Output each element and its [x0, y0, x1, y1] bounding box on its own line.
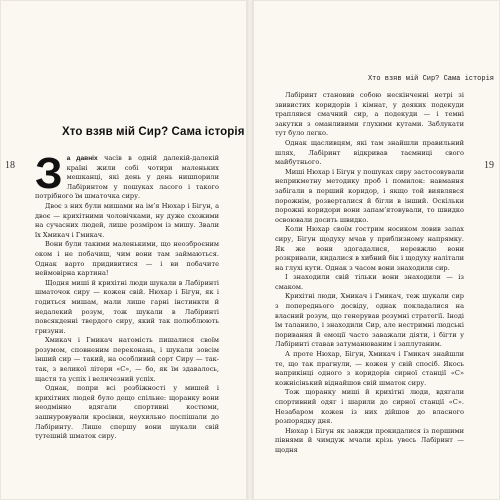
paragraph: Двоє з них були мишами на ім’я Нюхар і Бігун, а двоє — крихітними чоловічками, ну дуже схожими на сучасних людей, лише розміром із мишу. Звали їх Хмикач і Гмикач.	[35, 201, 219, 239]
chapter-title: Хто взяв мій Сир? Сама історія	[62, 125, 245, 138]
paragraph: А проте Нюхар, Бігун, Хмикач і Гмикач знайшли те, що так прагнули, — кожен у свій спосіб. Якось наприкінці одного з коридорів сирної станції «С» кожнісінький віднайшов свій шматок сиру.	[275, 350, 464, 387]
paragraph: Хмикач і Гмикач натомість пишалися своїм розумом, сповненим переконань, і шукали зовсім інший сир — такий, на особливий сорт Сиру — так-так, з великої літери «С», — бо, як їм здавалось, щастя та успіх і величезний успіх.	[35, 336, 219, 383]
paragraph: Однак, попри всі розбіжності у мишей і крихітних людей було дещо спільне: щоранку вони неодмінно вдягали спортивні костюми, зашнуровували кросівки, неухильно поспішали до Лабіринту. Лише спершу вони шукали свій тутешній шматок сиру.	[35, 384, 219, 441]
paragraph: Тож щоранку миші й крихітні люди, вдягали спортивний одяг і шарили до сирної станції «С». Незабаром кожен із них дійшов до власного розпорядку дня.	[275, 388, 464, 426]
page-number-right: 19	[484, 160, 494, 171]
paragraph: Коли Нюхар своїм гострим носиком ловив запах сиру, Бігун щодуху мчав у приблизному напрямку. Як же вони здогадалися, неревжлю вони розкривали, кидалися в хибний бік і щодуху налітали на глухі кути. Однак з часом вони знаходили сир.	[275, 225, 464, 272]
paragraph: Нюхар і Бігун як завжди прокидалися із першими півнями й чимдуж мчали крізь увесь Лабіринт — щодня	[275, 426, 464, 454]
page-number-left: 18	[5, 160, 15, 171]
running-head: Хто взяв мій Сир? Сама історія	[367, 75, 494, 83]
paragraph-opening	[35, 149, 219, 202]
paragraph-text: часів в одній далекій-далекій країні жили собі чотири маленьких мешканці, які день у день нишпорили Лабіринтом у пошуках ласого і такого потрібного їм шматочка сиру.	[35, 154, 219, 201]
paragraph: І знаходили свій тільки вони знаходили — із смаком.	[275, 273, 464, 291]
right-body-text	[275, 91, 464, 456]
left-body-text	[35, 149, 219, 442]
drop-cap: З	[35, 149, 63, 198]
paragraph: Лабіринт становив собою нескінченні нетрі зі звивистих коридорів і кімнат, у деяких подекуди траплявся смачний сир, а подекуди — і темні закутки з оманливими глухими кутами. Заблукати тут було легко.	[275, 91, 464, 138]
paragraph: Щодня миші й крихітні люди шукали в Лабіринті шматочок сиру — кожен свій. Нюхар і Бігун, як і годиться мишам, мали лише гарні інстинкти й недалекий розум, тож шукали в Лабіринті повсякденні твердого сиру, який так полюблюють гризуни.	[35, 278, 219, 335]
paragraph: Вони були такими маленькими, що неозброєним оком і не побачиш, чим вони там займаються. Однак варто придивитися — і ви побачите неймовірна картина!	[35, 240, 219, 278]
paragraph: Крихітні люди, Хмикач і Гмикач, теж шукали сир з попереднього досвіду, однак покладалися на власний розум, що генерував розумні стратегії. Іноді їм таланило, і знаходили Сир, але нестримні людські поривання й емоції часто заважали діяти, і бігти у Лабіринті ставав затуманюваним і заплутаним.	[275, 292, 464, 349]
left-page	[0, 0, 247, 500]
lead-words: а давніх	[66, 155, 98, 162]
paragraph: Миші Нюхар і Бігун у пошуках сиру застосовували неприкметну методику проб і помилок: навмання забігали в перший коридор, і якщо той виявлявся порожнім, розверталися й бігли в інший. Оскільки порожні коридори вони запам’ятовували, то швидко освоювали досить швидко.	[275, 167, 464, 224]
paragraph: Однак щасливцям, які там знайшли правильний шлях, Лабіринт відкривав таємниці свого майбутнього.	[275, 138, 464, 167]
